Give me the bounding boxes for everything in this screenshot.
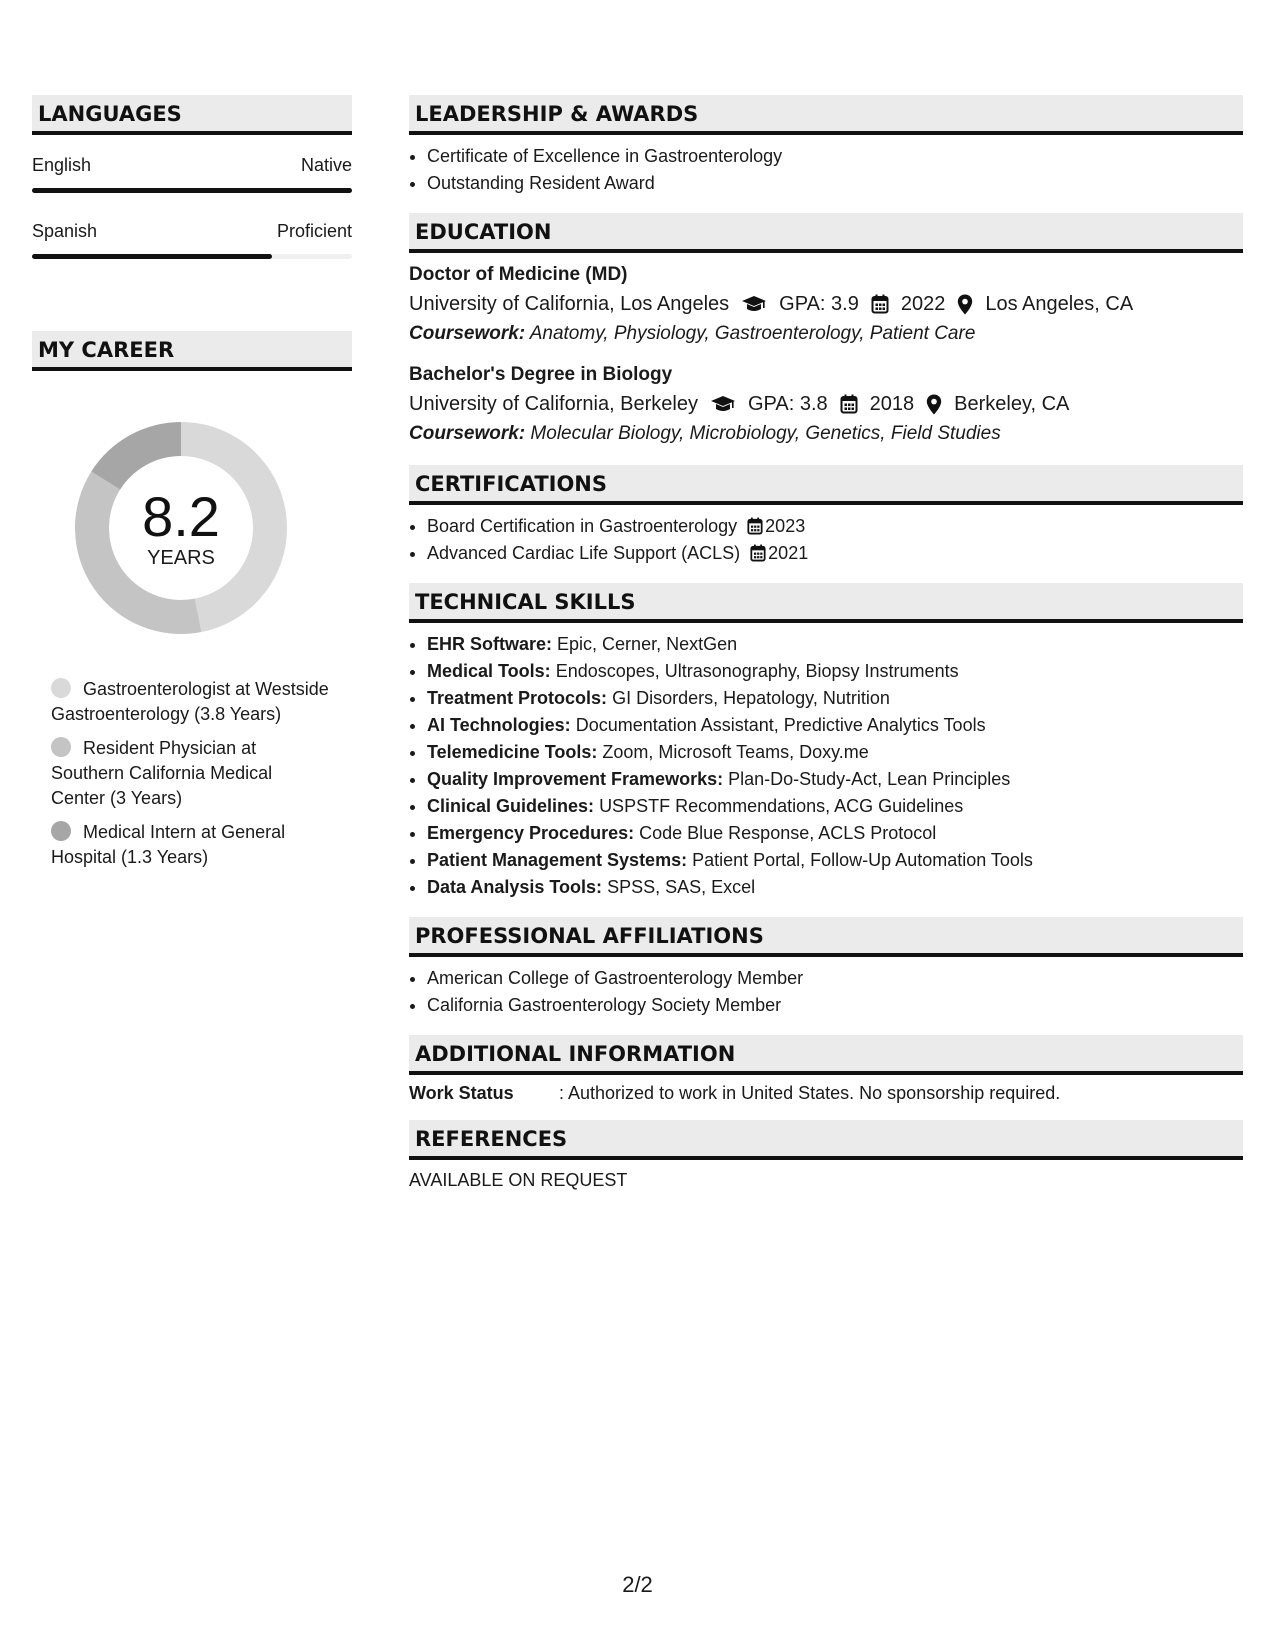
list-item: • American College of Gastroenterology Member [427, 965, 1243, 992]
references-text: AVAILABLE ON REQUEST [409, 1170, 628, 1190]
language-bar [32, 188, 352, 193]
skill-value: SPSS, SAS, Excel [607, 877, 756, 897]
certifications-heading: CERTIFICATIONS [409, 465, 1243, 505]
list-item: • Outstanding Resident Award [427, 170, 1243, 197]
coursework: Anatomy, Physiology, Gastroenterology, Patient Care [529, 323, 976, 344]
calendar-icon [871, 294, 889, 314]
school-location: Berkeley, CA [954, 393, 1070, 415]
list-item [427, 739, 1243, 766]
skill-value: GI Disorders, Hepatology, Nutrition [612, 688, 890, 708]
certification-name: Board Certification in Gastroenterology [427, 516, 738, 536]
legend-dot-icon [51, 678, 71, 698]
career-role-label: Medical Intern at General Hospital (1.3 Years) [51, 822, 286, 867]
skill-label: Medical Tools: [427, 661, 551, 681]
certification-year: 2021 [768, 543, 809, 563]
skill-value: Plan-Do-Study-Act, Lean Principles [728, 769, 1011, 789]
certification-year: 2023 [765, 516, 806, 536]
career-legend-item [51, 736, 331, 811]
language-item [32, 221, 352, 259]
list-item [427, 513, 1243, 540]
gpa: GPA: 3.8 [748, 393, 828, 415]
calendar-icon [840, 394, 858, 414]
career-legend-item [51, 820, 331, 870]
language-bar-fill [32, 254, 272, 259]
skill-label: Emergency Procedures: [427, 823, 635, 843]
career-role-label: Resident Physician at Southern California Medical Center (3 Years) [51, 738, 273, 808]
gpa: GPA: 3.9 [779, 293, 859, 315]
calendar-icon [750, 544, 766, 562]
references-heading: REFERENCES [409, 1120, 1243, 1160]
degree-title: Doctor of Medicine (MD) [409, 264, 628, 285]
graduation-cap-icon [741, 295, 767, 313]
education-heading: EDUCATION [409, 213, 1243, 253]
skill-label: AI Technologies: [427, 715, 571, 735]
list-item [427, 712, 1243, 739]
school-name: University of California, Los Angeles [409, 293, 730, 315]
skill-label: Data Analysis Tools: [427, 877, 603, 897]
career-role-label: Gastroenterologist at Westside Gastroenterology (3.8 Years) [51, 679, 329, 724]
graduation-year: 2022 [900, 293, 946, 315]
skill-label: Quality Improvement Frameworks: [427, 769, 724, 789]
certifications-section [409, 465, 1243, 567]
education-item [409, 261, 1243, 349]
coursework-label: Coursework: [409, 423, 526, 444]
legend-dot-icon [51, 737, 71, 757]
career-heading: MY CAREER [32, 331, 352, 371]
skill-value: Patient Portal, Follow-Up Automation Tools [692, 850, 1033, 870]
language-name: English [32, 155, 92, 175]
career-legend-item [51, 677, 331, 727]
career-legend [51, 677, 331, 870]
language-level: Native [300, 155, 352, 175]
language-item [32, 155, 352, 193]
career-total-unit: YEARS [147, 547, 215, 569]
skill-label: Clinical Guidelines: [427, 796, 595, 816]
skills-section [409, 583, 1243, 901]
skill-label: Patient Management Systems: [427, 850, 688, 870]
coursework-label: Coursework: [409, 323, 526, 344]
list-item [427, 874, 1243, 901]
page-number: 2/2 [622, 1572, 653, 1597]
skill-value: Endoscopes, Ultrasonography, Biopsy Instruments [555, 661, 959, 681]
school-name: University of California, Berkeley [409, 393, 698, 415]
language-name: Spanish [32, 221, 98, 241]
list-item: • California Gastroenterology Society Member [427, 992, 1243, 1019]
location-pin-icon [926, 394, 942, 415]
left-column [32, 95, 352, 879]
skill-label: EHR Software: [427, 634, 553, 654]
certification-name: Advanced Cardiac Life Support (ACLS) [427, 543, 741, 563]
work-status-value: : Authorized to work in United States. No sponsorship required. [559, 1083, 1061, 1103]
language-bar-fill [32, 188, 352, 193]
additional-info-section [409, 1035, 1243, 1104]
career-total-years: 8.2 [142, 485, 220, 548]
graduation-cap-icon [710, 395, 736, 413]
skills-heading: TECHNICAL SKILLS [409, 583, 1243, 623]
list-item [427, 766, 1243, 793]
leadership-section [409, 95, 1243, 197]
skill-value: USPSTF Recommendations, ACG Guidelines [599, 796, 964, 816]
list-item [427, 540, 1243, 567]
school-location: Los Angeles, CA [985, 293, 1134, 315]
right-column [409, 95, 1243, 1207]
graduation-year: 2018 [869, 393, 915, 415]
coursework: Molecular Biology, Microbiology, Genetics, Field Studies [530, 423, 1001, 444]
career-donut-chart [66, 413, 296, 643]
leadership-heading: LEADERSHIP & AWARDS [409, 95, 1243, 135]
education-item [409, 361, 1243, 449]
additional-info-heading: ADDITIONAL INFORMATION [409, 1035, 1243, 1075]
list-item [427, 685, 1243, 712]
list-item: • Certificate of Excellence in Gastroenterology [427, 143, 1243, 170]
list-item [427, 820, 1243, 847]
references-section [409, 1120, 1243, 1191]
affiliations-heading: PROFESSIONAL AFFILIATIONS [409, 917, 1243, 957]
list-item [427, 658, 1243, 685]
skill-label: Telemedicine Tools: [427, 742, 598, 762]
skill-value: Zoom, Microsoft Teams, Doxy.me [602, 742, 869, 762]
affiliations-section [409, 917, 1243, 1019]
degree-title: Bachelor's Degree in Biology [409, 364, 673, 385]
skill-value: Documentation Assistant, Predictive Analytics Tools [575, 715, 986, 735]
list-item [427, 631, 1243, 658]
education-section [409, 213, 1243, 449]
languages-heading: LANGUAGES [32, 95, 352, 135]
location-pin-icon [957, 294, 973, 315]
language-level: Proficient [276, 221, 352, 241]
list-item [427, 793, 1243, 820]
list-item [427, 847, 1243, 874]
language-bar [32, 254, 352, 259]
skill-label: Treatment Protocols: [427, 688, 608, 708]
skill-value: Epic, Cerner, NextGen [557, 634, 738, 654]
work-status-label: Work Status [409, 1083, 514, 1103]
legend-dot-icon [51, 821, 71, 841]
skill-value: Code Blue Response, ACLS Protocol [639, 823, 937, 843]
calendar-icon [747, 517, 763, 535]
